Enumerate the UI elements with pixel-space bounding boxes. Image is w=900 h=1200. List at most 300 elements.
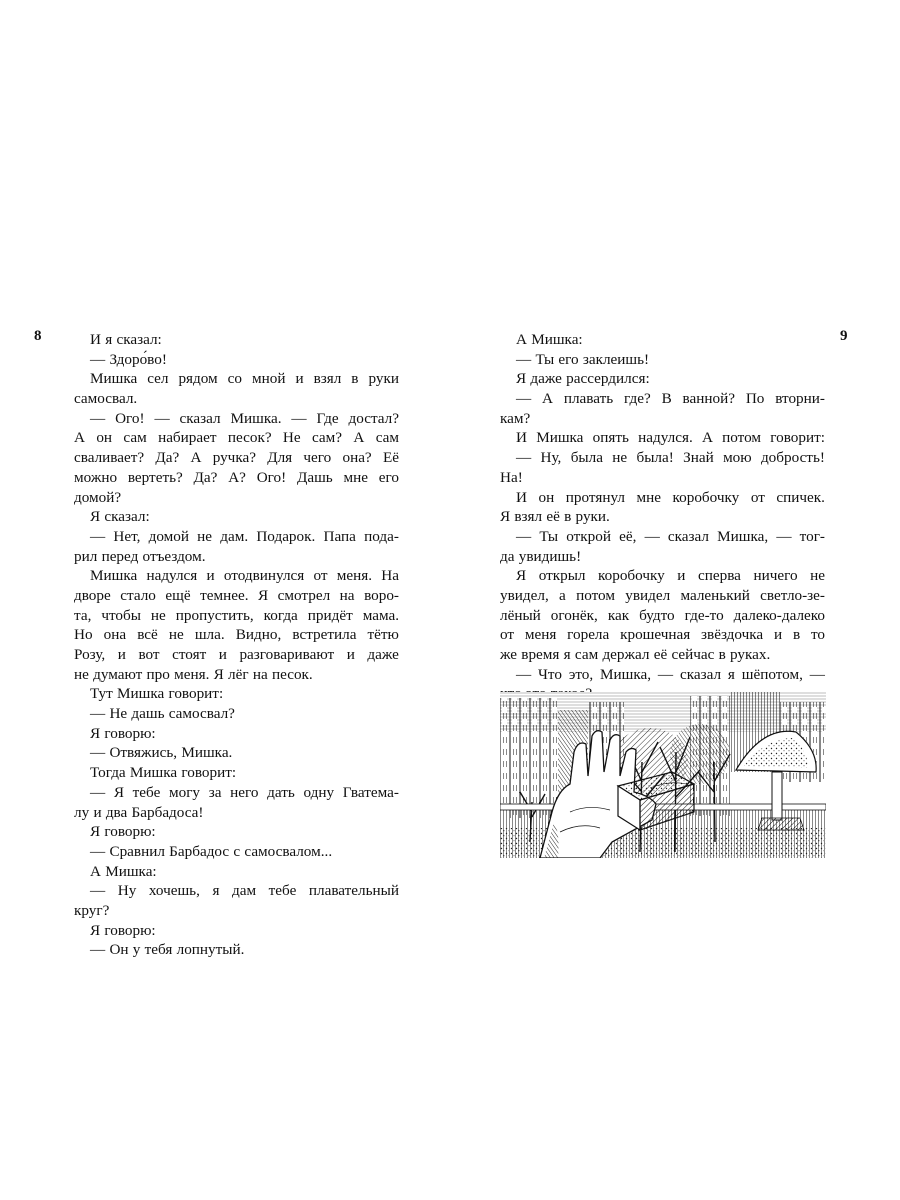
word: тебя — [144, 941, 173, 959]
word: сам? — [312, 429, 343, 447]
text-line — [74, 862, 399, 882]
word: увидел, — [500, 586, 549, 604]
word: и — [295, 370, 304, 388]
word: Мишка: — [105, 862, 157, 880]
word: у — [132, 941, 141, 959]
word: — — [90, 705, 106, 723]
word: По — [745, 390, 765, 408]
word: время — [521, 646, 560, 663]
word: сейчас — [671, 646, 715, 663]
word: — — [90, 409, 106, 427]
word: держал — [602, 646, 650, 663]
text-line — [74, 448, 399, 468]
word: открой — [566, 527, 611, 545]
word: Мишка — [90, 567, 138, 585]
word: про — [146, 665, 170, 683]
word: сказал: — [104, 508, 150, 526]
word: Ты — [539, 527, 559, 545]
word: Я — [516, 370, 527, 388]
text-line — [500, 409, 825, 429]
word: не — [612, 449, 628, 467]
text-line — [74, 369, 399, 389]
word: за — [208, 783, 222, 801]
text-line — [74, 743, 399, 763]
word: воро- — [364, 586, 399, 604]
text-line — [74, 724, 399, 744]
text-line — [500, 468, 825, 488]
text-line — [500, 369, 825, 389]
text-line — [74, 566, 399, 586]
word: Мишка. — [230, 409, 282, 427]
word: надулся — [146, 567, 198, 585]
text-line — [500, 428, 825, 448]
word: она? — [342, 449, 372, 467]
word: А? — [228, 468, 246, 486]
word: руки. — [575, 508, 610, 526]
word: он — [538, 488, 555, 506]
word: и — [206, 567, 215, 585]
word: Но — [74, 626, 93, 644]
word: со — [227, 370, 242, 388]
word: рассердился: — [566, 370, 650, 388]
word: от — [313, 567, 328, 585]
word: вертеть? — [127, 468, 183, 486]
word: надулся. — [638, 429, 693, 447]
word: крошечная — [620, 626, 691, 644]
word: на — [339, 586, 355, 604]
word: это, — [568, 665, 594, 683]
word: пропустить, — [175, 606, 254, 624]
word: разговаривают — [239, 646, 335, 663]
word: говорю: — [104, 724, 156, 742]
word: рил — [74, 547, 98, 565]
word: где? — [624, 390, 651, 408]
word: светло-зе- — [760, 586, 825, 604]
word: мной — [251, 370, 286, 388]
word: дашь — [131, 705, 165, 723]
word: увидишь! — [518, 547, 582, 565]
text-line — [74, 665, 399, 685]
word: Сравнил — [109, 842, 165, 860]
word: Ого! — [115, 409, 145, 427]
word: круг? — [74, 901, 110, 919]
word: А — [353, 429, 365, 447]
word: а — [559, 586, 566, 604]
word: вот — [138, 646, 160, 663]
word: шла. — [194, 626, 225, 644]
word: Розу, — [74, 646, 106, 663]
word: сказал: — [116, 331, 162, 348]
word: Тут — [90, 685, 113, 703]
word: Мишка — [90, 370, 138, 388]
word: плавать — [563, 390, 614, 408]
word: — — [154, 409, 170, 427]
word: же — [500, 646, 518, 663]
word: Мишка, — [717, 527, 769, 545]
word: сел — [147, 370, 169, 388]
word: далеко-далеко — [733, 606, 825, 624]
word: думают — [93, 665, 143, 683]
word: Ну, — [540, 449, 562, 467]
text-line — [74, 940, 399, 960]
word: Ты — [535, 350, 555, 368]
word: и — [346, 646, 355, 663]
word: лопнутый. — [176, 941, 245, 959]
word: даже — [530, 370, 562, 388]
word: ванной? — [682, 390, 735, 408]
word: домой? — [74, 488, 122, 506]
word: тог- — [799, 527, 825, 545]
word: него — [230, 783, 259, 801]
word: опять — [592, 429, 629, 447]
word: я — [563, 646, 571, 663]
word: меня. — [336, 567, 373, 585]
word: лу — [74, 803, 90, 821]
word: — — [90, 783, 106, 801]
word: Ого! — [256, 468, 287, 486]
word: А — [74, 429, 85, 447]
word: сперва — [697, 567, 741, 585]
word: не — [810, 567, 825, 585]
word: самосвалом... — [244, 842, 333, 860]
text-line — [74, 586, 399, 606]
word: отъездом. — [142, 547, 206, 565]
word: добрость! — [760, 449, 825, 467]
word: говорит: — [181, 764, 237, 782]
illustration-hand-with-matchbox — [500, 692, 826, 858]
word: Мишка, — [600, 665, 652, 683]
word: его — [378, 468, 399, 486]
word: и — [117, 646, 126, 663]
word: где-то — [684, 606, 724, 624]
text-line — [74, 901, 399, 921]
word: А — [190, 449, 202, 467]
word: Гватема- — [342, 783, 399, 801]
word: маленький — [680, 586, 750, 604]
word: Я — [90, 823, 101, 841]
right-page-text — [500, 330, 825, 743]
word: — — [90, 744, 106, 762]
word: сам — [123, 429, 147, 447]
word: когда — [263, 606, 298, 624]
word: мою — [723, 449, 752, 467]
word: А — [701, 429, 713, 447]
word: — — [516, 350, 532, 368]
word: коробочку — [598, 567, 665, 585]
word: ручка? — [212, 449, 256, 467]
word: сказал — [179, 409, 221, 427]
page-number-left: 8 — [34, 328, 42, 344]
word: она — [103, 626, 127, 644]
word: Мишка — [129, 764, 178, 782]
word: Я — [90, 921, 101, 939]
word: — — [90, 882, 106, 900]
text-line — [500, 586, 825, 606]
word: И — [90, 331, 101, 348]
word: от — [750, 488, 765, 506]
word: говорю: — [104, 921, 156, 939]
word: дать — [267, 783, 295, 801]
word: говорю: — [104, 823, 156, 841]
word: Я — [500, 508, 511, 526]
word: Подарок. — [256, 527, 316, 545]
word: увидел — [625, 586, 671, 604]
text-line — [74, 527, 399, 547]
word: меня — [524, 626, 557, 644]
word: сам — [375, 429, 399, 447]
word: тебе — [268, 882, 297, 900]
word: открыл — [538, 567, 586, 585]
word: тётю — [367, 626, 399, 644]
text-line — [500, 527, 825, 547]
word: я — [105, 331, 113, 348]
word: мне — [343, 468, 368, 486]
word: сваливает? — [74, 449, 145, 467]
text-line — [500, 350, 825, 370]
word: — — [90, 527, 106, 545]
text-line — [500, 448, 825, 468]
word: не — [197, 527, 213, 545]
text-line — [74, 684, 399, 704]
word: — — [90, 350, 106, 368]
word: Не — [109, 705, 128, 723]
word: Я — [516, 567, 527, 585]
word: вторни- — [775, 390, 825, 408]
word: — — [776, 527, 792, 545]
word: Её — [382, 449, 399, 467]
word: заклеишь! — [582, 350, 650, 368]
word: придёт — [307, 606, 353, 624]
word: меня. — [174, 665, 210, 683]
word: и — [773, 626, 783, 644]
word: — — [90, 941, 106, 959]
word: всё — [137, 626, 158, 644]
word: не — [168, 626, 184, 644]
text-line — [74, 350, 399, 370]
word: мама. — [362, 606, 399, 624]
word: сказал — [667, 527, 709, 545]
word: да — [500, 547, 515, 565]
word: протянул — [565, 488, 625, 506]
word: песок? — [227, 429, 272, 447]
word: Мишка. — [181, 744, 233, 762]
word: сам — [574, 646, 599, 663]
word: плавательный — [308, 882, 399, 900]
word: Мишка — [117, 685, 165, 703]
word: шёпотом, — [741, 665, 803, 683]
text-line — [74, 842, 399, 862]
word: ещё — [165, 586, 191, 604]
word: я — [212, 882, 220, 900]
word: Для — [267, 449, 293, 467]
word: в — [351, 370, 359, 388]
word: темнее. — [200, 586, 249, 604]
word: дам — [232, 882, 257, 900]
word: могу — [169, 783, 201, 801]
word: её — [653, 646, 668, 663]
text-line — [74, 507, 399, 527]
word: Я — [113, 783, 124, 801]
text-line — [74, 547, 399, 567]
left-page-text — [74, 330, 399, 960]
text-line — [500, 625, 825, 645]
text-line — [74, 921, 399, 941]
word: — — [809, 665, 825, 683]
word: И — [516, 488, 527, 506]
word: Барбадос — [169, 842, 230, 860]
word: — — [291, 409, 307, 427]
text-line — [500, 389, 825, 409]
text-line — [74, 606, 399, 626]
text-line — [500, 566, 825, 586]
word: лёг — [228, 665, 249, 683]
word: Тогда — [90, 764, 126, 782]
word: смотрел — [277, 586, 331, 604]
text-line — [74, 409, 399, 429]
word: — — [516, 449, 532, 467]
word: чего — [303, 449, 332, 467]
word: Я — [90, 724, 101, 742]
word: тебе — [132, 783, 161, 801]
text-line — [500, 507, 825, 527]
word: с — [233, 842, 241, 860]
word: взял — [313, 370, 342, 388]
word: от — [500, 626, 515, 644]
word: то — [810, 626, 825, 644]
word: самосвал? — [168, 705, 235, 723]
word: На! — [500, 468, 523, 486]
word: Нет, — [113, 527, 141, 545]
word: Да? — [193, 468, 218, 486]
word: не — [150, 606, 166, 624]
pen-ink-drawing — [500, 692, 826, 858]
word: её — [546, 508, 560, 526]
word: И — [516, 429, 527, 447]
word: одну — [303, 783, 335, 801]
word: в — [718, 646, 726, 663]
word: как — [607, 606, 630, 624]
text-line — [74, 822, 399, 842]
text-line — [74, 468, 399, 488]
word: коробочку — [672, 488, 740, 506]
word: говорит: — [770, 429, 825, 447]
word: рядом — [178, 370, 218, 388]
text-line — [74, 625, 399, 645]
text-line — [74, 881, 399, 901]
word: Я — [258, 586, 269, 604]
word: и — [218, 646, 227, 663]
word: На — [381, 567, 399, 585]
text-line — [74, 645, 399, 665]
text-line — [500, 330, 825, 350]
word: звёздочка — [701, 626, 764, 644]
word: потом — [576, 586, 615, 604]
word: Он — [109, 941, 129, 959]
word: Мишка — [536, 429, 584, 447]
word: говорит: — [168, 685, 224, 703]
word: была! — [636, 449, 674, 467]
word: Да? — [155, 449, 180, 467]
word: песок. — [271, 665, 313, 683]
word: чтобы — [101, 606, 141, 624]
word: и — [677, 567, 686, 585]
text-line — [74, 783, 399, 803]
word: Здоро́во! — [109, 350, 167, 368]
word: встретила — [292, 626, 357, 644]
word: можно — [74, 468, 118, 486]
word: его — [558, 350, 579, 368]
word: руках. — [730, 646, 771, 663]
word: — — [516, 527, 532, 545]
word: отодвинулся — [223, 567, 305, 585]
word: горела — [567, 626, 610, 644]
word: Барбадоса! — [131, 803, 204, 821]
word: Не — [282, 429, 301, 447]
word: и — [93, 803, 102, 821]
word: даже — [367, 646, 399, 663]
word: перед — [101, 547, 139, 565]
word: А — [90, 862, 101, 880]
word: ничего — [753, 567, 798, 585]
word: будто — [639, 606, 675, 624]
word: взял — [514, 508, 543, 526]
word: сказал — [679, 665, 722, 683]
text-line — [500, 665, 825, 685]
word: — — [657, 665, 674, 683]
word: Ну — [117, 882, 137, 900]
word: Мишка: — [531, 331, 583, 348]
word: стоят — [172, 646, 207, 663]
word: Где — [316, 409, 339, 427]
word: он — [96, 429, 113, 447]
word: на — [252, 665, 268, 683]
text-line — [74, 803, 399, 823]
word: — — [644, 527, 660, 545]
word: достал? — [348, 409, 399, 427]
word: я — [727, 665, 735, 683]
word: была — [570, 449, 603, 467]
word: пода- — [364, 527, 399, 545]
word: два — [105, 803, 128, 821]
word: Отвяжись, — [109, 744, 178, 762]
text-line — [500, 488, 825, 508]
word: мне — [636, 488, 661, 506]
word: — — [516, 665, 532, 683]
word: стало — [120, 586, 156, 604]
word: её, — [619, 527, 637, 545]
word: огонёк, — [550, 606, 598, 624]
word: не — [74, 665, 89, 683]
word: потом — [722, 429, 762, 447]
word: Дашь — [296, 468, 333, 486]
word: хочешь, — [148, 882, 200, 900]
word: та, — [74, 606, 92, 624]
word: Я — [90, 508, 101, 526]
text-line — [500, 547, 825, 567]
text-line — [74, 704, 399, 724]
text-line — [74, 763, 399, 783]
text-line — [74, 389, 399, 409]
text-line — [74, 330, 399, 350]
word: А — [542, 390, 553, 408]
word: кам? — [500, 409, 531, 427]
word: Видно, — [235, 626, 282, 644]
word: дворе — [74, 586, 111, 604]
word: в — [564, 508, 572, 526]
word: самосвал. — [74, 390, 138, 408]
word: Папа — [323, 527, 356, 545]
word: В — [661, 390, 672, 408]
